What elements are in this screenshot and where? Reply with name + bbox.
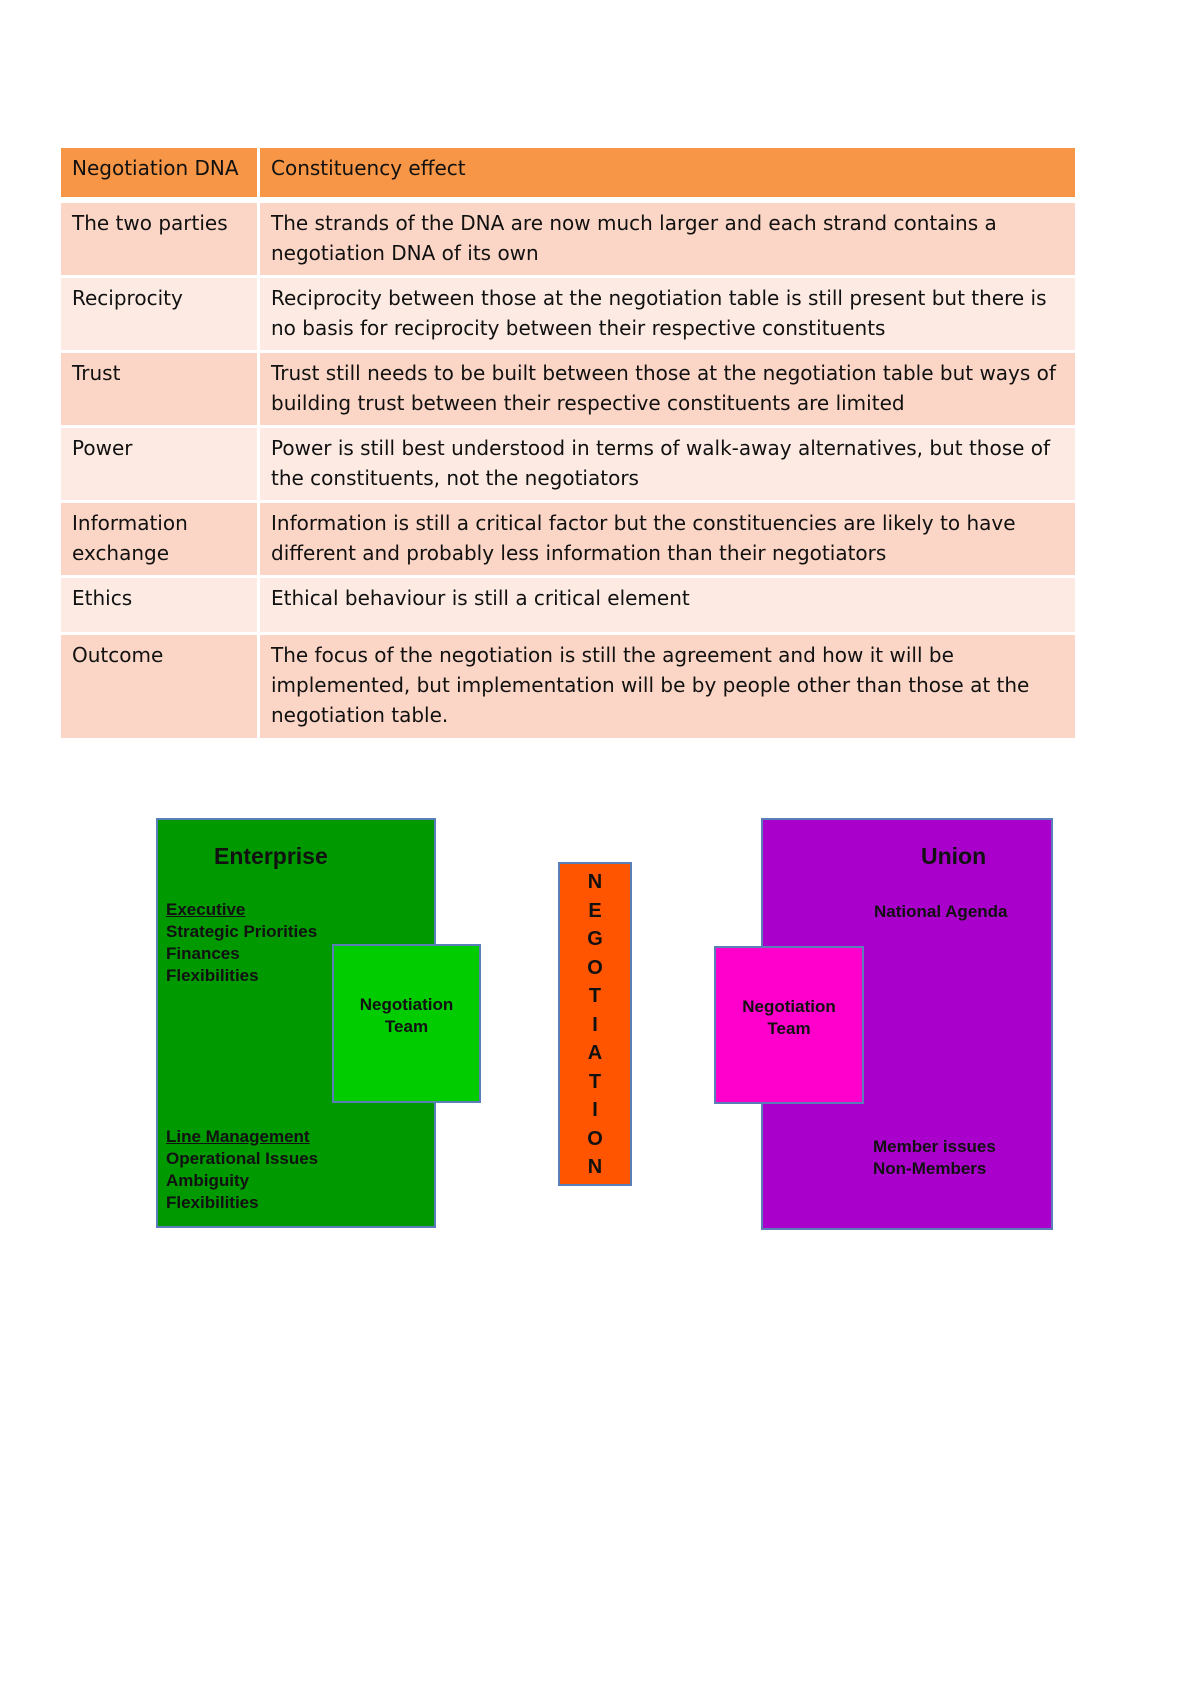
row-effect: Information is still a critical factor but the constituencies are likely to have different and probably less information than their negotiators (260, 503, 1075, 578)
line-management-item: Operational Issues (166, 1149, 319, 1168)
union-issue-item: Member issues (873, 1137, 996, 1156)
negotiation-letter: N (587, 1156, 603, 1178)
table-row (61, 578, 1075, 635)
executive-item: Finances (166, 944, 240, 963)
row-effect: Reciprocity between those at the negotiation table is still present but there is no basis for reciprocity between their respective constituents (260, 278, 1075, 353)
row-effect: The focus of the negotiation is still the agreement and how it will be implemented, but implementation will be by people other than those at the negotiation table. (260, 635, 1075, 741)
team-label-line: Team (384, 1017, 429, 1036)
row-label: Power (61, 428, 260, 503)
negotiation-letter: E (588, 899, 602, 922)
negotiation-letter: T (588, 985, 602, 1007)
negotiation-letter: T (588, 1070, 602, 1093)
row-label: The two parties (61, 203, 260, 278)
executive-item: Flexibilities (166, 966, 259, 985)
enterprise-negotiation-team-label (332, 994, 481, 1038)
table-row (61, 353, 1075, 428)
row-label: Ethics (61, 578, 260, 635)
negotiation-letter: O (587, 1127, 603, 1150)
union-title: Union (921, 843, 987, 869)
enterprise-title: Enterprise (214, 843, 328, 869)
negotiation-letter: I (592, 1099, 598, 1121)
executive-heading: Executive (166, 900, 246, 919)
table-row (61, 635, 1075, 741)
enterprise-line-management-block (166, 1126, 318, 1214)
negotiation-letter: O (587, 956, 603, 979)
column-header-dna: Negotiation DNA (61, 148, 260, 203)
union-negotiation-team-label (714, 996, 864, 1040)
negotiation-letter: G (587, 928, 603, 950)
union-issue-item: Non-Members (873, 1159, 987, 1178)
table-row (61, 428, 1075, 503)
row-effect: Ethical behaviour is still a critical element (260, 578, 1075, 635)
team-label-line: Negotiation (742, 997, 836, 1016)
line-management-item: Ambiguity (166, 1171, 250, 1190)
union-national-agenda: National Agenda (874, 902, 1008, 921)
table-header-row (61, 148, 1075, 203)
negotiation-vertical-text (558, 868, 632, 1182)
negotiation-letter: A (587, 1042, 603, 1064)
line-management-item: Flexibilities (166, 1193, 259, 1212)
negotiation-letter: I (592, 1013, 598, 1036)
enterprise-executive-block (166, 899, 317, 987)
row-label: Information exchange (61, 503, 260, 578)
executive-item: Strategic Priorities (166, 922, 318, 941)
row-label: Reciprocity (61, 278, 260, 353)
team-label-line: Negotiation (359, 995, 454, 1014)
row-label: Trust (61, 353, 260, 428)
negotiation-letter: N (587, 871, 603, 893)
table-row (61, 203, 1075, 278)
column-header-effect: Constituency effect (260, 148, 1075, 203)
table-row (61, 503, 1075, 578)
row-effect: The strands of the DNA are now much larger and each strand contains a negotiation DNA of its own (260, 203, 1075, 278)
negotiation-dna-table (61, 148, 1075, 741)
row-effect: Trust still needs to be built between those at the negotiation table but ways of building trust between their respective constituents are limited (260, 353, 1075, 428)
row-effect: Power is still best understood in terms of walk-away alternatives, but those of the constituents, not the negotiators (260, 428, 1075, 503)
row-label: Outcome (61, 635, 260, 741)
line-management-heading: Line Management (166, 1127, 310, 1146)
team-label-line: Team (767, 1019, 811, 1038)
table-row (61, 278, 1075, 353)
union-member-issues-block (873, 1136, 996, 1180)
